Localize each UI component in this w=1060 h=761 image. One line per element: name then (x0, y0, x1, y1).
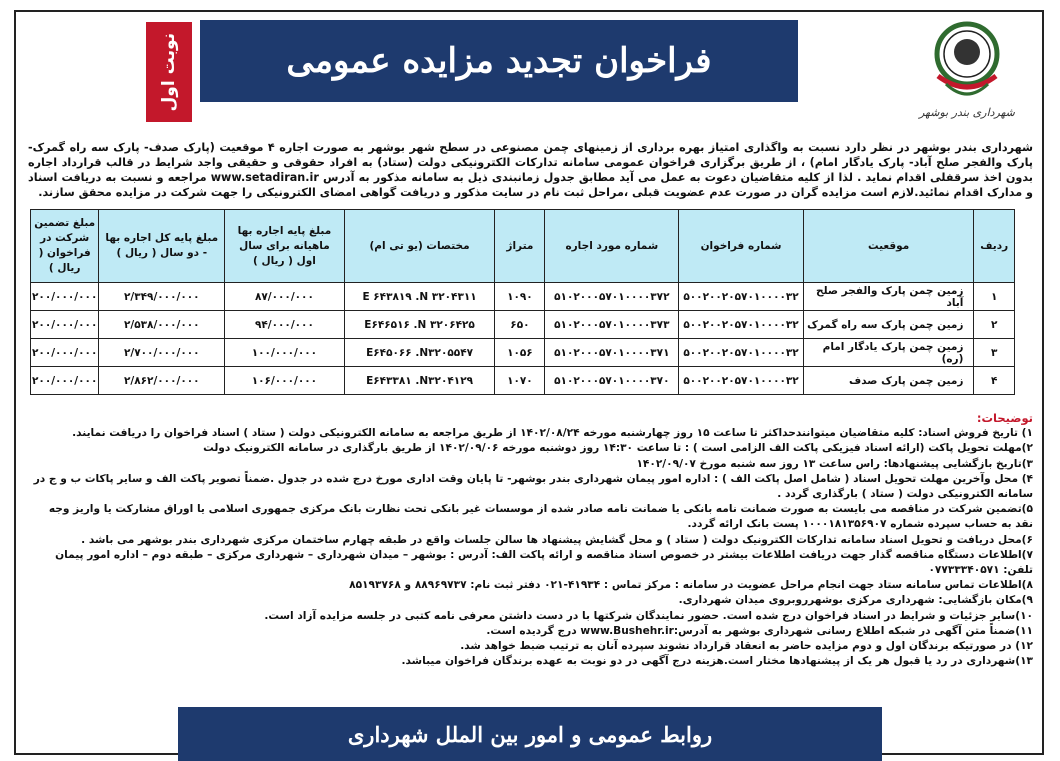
cell-call-number: ۵۰۰۲۰۰۲۰۵۷۰۱۰۰۰۰۳۲ (679, 283, 804, 311)
cell-monthly: ۱۰۶/۰۰۰/۰۰۰ (225, 367, 344, 395)
cell-location: زمین چمن پارک سه راه گمرک (803, 311, 974, 339)
cell-area: ۶۵۰ (495, 311, 545, 339)
cell-call-number: ۵۰۰۲۰۰۲۰۵۷۰۱۰۰۰۰۳۲ (679, 311, 804, 339)
cell-area: ۱۰۷۰ (495, 367, 545, 395)
notes-heading: توضیحات: (976, 411, 1033, 425)
cell-guarantee: ۲۰۰/۰۰۰/۰۰۰ (31, 311, 99, 339)
cell-guarantee: ۲۰۰/۰۰۰/۰۰۰ (31, 283, 99, 311)
table-header-row (31, 210, 1015, 283)
cell-area: ۱۰۹۰ (495, 283, 545, 311)
cell-utm: E۶۴۵۰۶۶ .N۳۲۰۵۵۴۷ (344, 339, 495, 367)
cell-area: ۱۰۵۶ (495, 339, 545, 367)
col-header-monthly: مبلغ پایه اجاره بها ماهیانه برای سال اول ( ریال ) (225, 210, 344, 283)
cell-location: زمین چمن پارک صدف (803, 367, 974, 395)
footer-label: روابط عمومی و امور بین الملل شهرداری (347, 721, 713, 747)
notes-section (28, 411, 1033, 669)
cell-row-no: ۳ (974, 339, 1015, 367)
note-item: ۶)محل دریافت و تحویل اسناد سامانه تدارکات الکترونیک دولت ( ستاد ) و محل گشایش پیشنهاد ها سالن جلسات واقع در طبقه چهارم ساختمان مرکزی شهرداری بندر بوشهر می باشد . (81, 533, 1033, 546)
table-row (31, 283, 1015, 311)
col-header-lease-number: شماره مورد اجاره (545, 210, 679, 283)
cell-lease-number: ۵۱۰۲۰۰۰۵۷۰۱۰۰۰۰۳۷۲ (545, 283, 679, 311)
note-item: ۷)اطلاعات دستگاه مناقصه گذار جهت دریافت اطلاعات بیشتر در خصوص اسناد مناقصه و ارائه پاکت الف: آدرس : بوشهر – میدان شهرداری – شهرداری مرکزی – طبقه دوم – اداره امور پیمان تلفن: ۰۷۷۳۳۳۴۰۵۷۱ (55, 548, 1033, 577)
cell-utm: E ۶۴۳۸۱۹ .N ۳۲۰۴۳۱۱ (344, 283, 495, 311)
note-item: ۱۲) در صورتیکه برندگان اول و دوم مزایده حاضر به انعقاد قرارداد نشوند سپرده آنان به ترتیب ضبط خواهد شد. (460, 640, 1033, 653)
table-row (31, 339, 1015, 367)
cell-lease-number: ۵۱۰۲۰۰۰۵۷۰۱۰۰۰۰۳۷۱ (545, 339, 679, 367)
col-header-location: موقعیت (803, 210, 974, 283)
col-header-guarantee: مبلغ تضمین شرکت در فراخوان ( ریال ) (31, 210, 99, 283)
footer-banner (178, 707, 882, 761)
col-header-call-number: شماره فراخوان (679, 210, 804, 283)
cell-monthly: ۸۷/۰۰۰/۰۰۰ (225, 283, 344, 311)
municipality-logo (902, 14, 1032, 138)
note-item: ۱) تاریخ فروش اسناد: کلیه متقاضیان میتوانندحداکثر تا ساعت ۱۵ روز چهارشنبه مورخه ۱۴۰۲/۰۸/۲۴ از طریق مراجعه به سامانه الکترونیکی دولت ( ستاد ) اسناد فراخوان را دریافت نمایند. (72, 427, 1033, 440)
cell-guarantee: ۲۰۰/۰۰۰/۰۰۰ (31, 367, 99, 395)
cell-location: زمین چمن پارک یادگار امام (ره) (803, 339, 974, 367)
cell-row-no: ۲ (974, 311, 1015, 339)
note-item: ۹)مکان بازگشایی: شهرداری مرکزی بوشهرروبروی میدان شهرداری. (678, 594, 1033, 607)
round-badge-label: نوبت اول (159, 32, 179, 112)
cell-row-no: ۴ (974, 367, 1015, 395)
page-title: فراخوان تجدید مزایده عمومی (286, 41, 712, 81)
table-row (31, 367, 1015, 395)
cell-total: ۲/۸۶۲/۰۰۰/۰۰۰ (99, 367, 225, 395)
col-header-area: متراژ (495, 210, 545, 283)
cell-total: ۲/۷۰۰/۰۰۰/۰۰۰ (99, 339, 225, 367)
note-item: ۱۳)شهرداری در رد یا قبول هر یک از پیشنهادها مختار است.هزینه درج آگهی در دو نوبت به عهده برندگان فراخوان میباشد. (401, 655, 1033, 668)
cell-call-number: ۵۰۰۲۰۰۲۰۵۷۰۱۰۰۰۰۳۲ (679, 339, 804, 367)
title-banner (200, 20, 798, 102)
cell-row-no: ۱ (974, 283, 1015, 311)
note-item: ۲)مهلت تحویل پاکت (ارائه اسناد فیزیکی پاکت الف الزامی است ) : تا ساعت ۱۴:۳۰ روز دوشنبه مورخه ۱۴۰۲/۰۹/۰۶ از طریق بارگذاری در سامانه الکترونیک دولت (203, 442, 1033, 455)
cell-lease-number: ۵۱۰۲۰۰۰۵۷۰۱۰۰۰۰۳۷۰ (545, 367, 679, 395)
cell-guarantee: ۲۰۰/۰۰۰/۰۰۰ (31, 339, 99, 367)
note-item: ۸)اطلاعات تماس سامانه ستاد جهت انجام مراحل عضویت در سامانه : مرکز تماس : ۴۱۹۳۴-۰۲۱ دفتر ثبت نام: ۸۸۹۶۹۷۳۷ و ۸۵۱۹۳۷۶۸ (349, 579, 1033, 592)
cell-total: ۲/۵۳۸/۰۰۰/۰۰۰ (99, 311, 225, 339)
col-header-utm: مختصات (یو تی ام) (344, 210, 495, 283)
col-header-row-no: ردیف (974, 210, 1015, 283)
cell-location: زمین چمن پارک والفجر صلح آباد (803, 283, 974, 311)
cell-monthly: ۱۰۰/۰۰۰/۰۰۰ (225, 339, 344, 367)
col-header-total: مبلغ پایه کل اجاره بها - دو سال ( ریال ) (99, 210, 225, 283)
cell-total: ۲/۳۴۹/۰۰۰/۰۰۰ (99, 283, 225, 311)
emblem-icon (926, 14, 1008, 108)
note-item: ۵)تضمین شرکت در مناقصه می بایست به صورت ضمانت نامه بانکی یا ضمانت نامه صادر شده از موسسات غیر بانکی تحت نظارت بانک مرکزی جمهوری اسلامی یا اوراق مشارکت یا واریز وجه نقد به حساب سپرده شماره ۱۰۰۰۱۸۱۳۵۶۹۰۷ پست بانک ارائه گردد. (48, 503, 1033, 531)
table-row (31, 311, 1015, 339)
auction-table (30, 209, 1015, 395)
logo-caption: شهرداری بندر بوشهر (919, 106, 1015, 119)
note-item: ۳)تاریخ بازگشایی پیشنهادها: راس ساعت ۱۳ روز سه شنبه مورخ ۱۴۰۲/۰۹/۰۷ (636, 457, 1033, 470)
cell-monthly: ۹۴/۰۰۰/۰۰۰ (225, 311, 344, 339)
note-item: ۴) محل وآخرین مهلت تحویل اسناد ( شامل اصل پاکت الف ) : اداره امور پیمان شهرداری بندر بوشهر- تا پایان وقت اداری مورخ درج شده در جدول .ضمناً تصویر پاکت الف و سایر پاکات ب و ج در سامانه الکترونیکی دولت ( ستاد ) بارگذاری گردد . (33, 472, 1033, 501)
cell-utm: E۶۴۶۵۱۶ .N ۳۲۰۶۴۲۵ (344, 311, 495, 339)
note-item: ۱۰)سایر جزئیات و شرایط در اسناد فراخوان درج شده است. حضور نمایندگان شرکتها با در دست داشتن معرفی نامه کتبی در جلسه مزایده آزاد است. (264, 609, 1033, 622)
cell-call-number: ۵۰۰۲۰۰۲۰۵۷۰۱۰۰۰۰۳۲ (679, 367, 804, 395)
intro-paragraph: شهرداری بندر بوشهر در نظر دارد نسبت به واگذاری امتیاز بهره برداری از زمینهای چمن مصنوعی در سطح شهر بوشهر به صورت اجاره ۴ موقعیت (پارک صدف- پارک سه راه گمرک- پارک والفجر صلح آباد- پارک یادگار امام) ، از طریق برگزاری فراخوان عمومی سامانه تدارکات الکترونیکی دولت (ستاد) به افراد حقوقی و حقیقی واجد شرایط در قالب قرارداد اجاره بدون اخذ سرقفلی اقدام نماید . لذا از کلیه متقاضیان دعوت به عمل می آید مطابق جدول زمانبندی ذیل به سامانه مذکور به آدرس www.setadiran.ir مراجعه و نسبت به دریافت اسناد و مدارک اقدام نمائید.لازم است مزایده گران در صورت عدم عضویت قبلی ،مراحل ثبت نام در سایت مذکور و دریافت گواهی امضای الکترونیکی را جهت شرکت در مزایده محقق سازند. (28, 141, 1033, 199)
round-badge (146, 22, 192, 122)
cell-utm: E۶۴۳۳۸۱ .N۳۲۰۴۱۲۹ (344, 367, 495, 395)
cell-lease-number: ۵۱۰۲۰۰۰۵۷۰۱۰۰۰۰۳۷۳ (545, 311, 679, 339)
note-item: ۱۱)ضمناً متن آگهی در شبکه اطلاع رسانی شهرداری بوشهر به آدرس:www.Bushehr.ir درج گردیده است. (486, 624, 1033, 637)
